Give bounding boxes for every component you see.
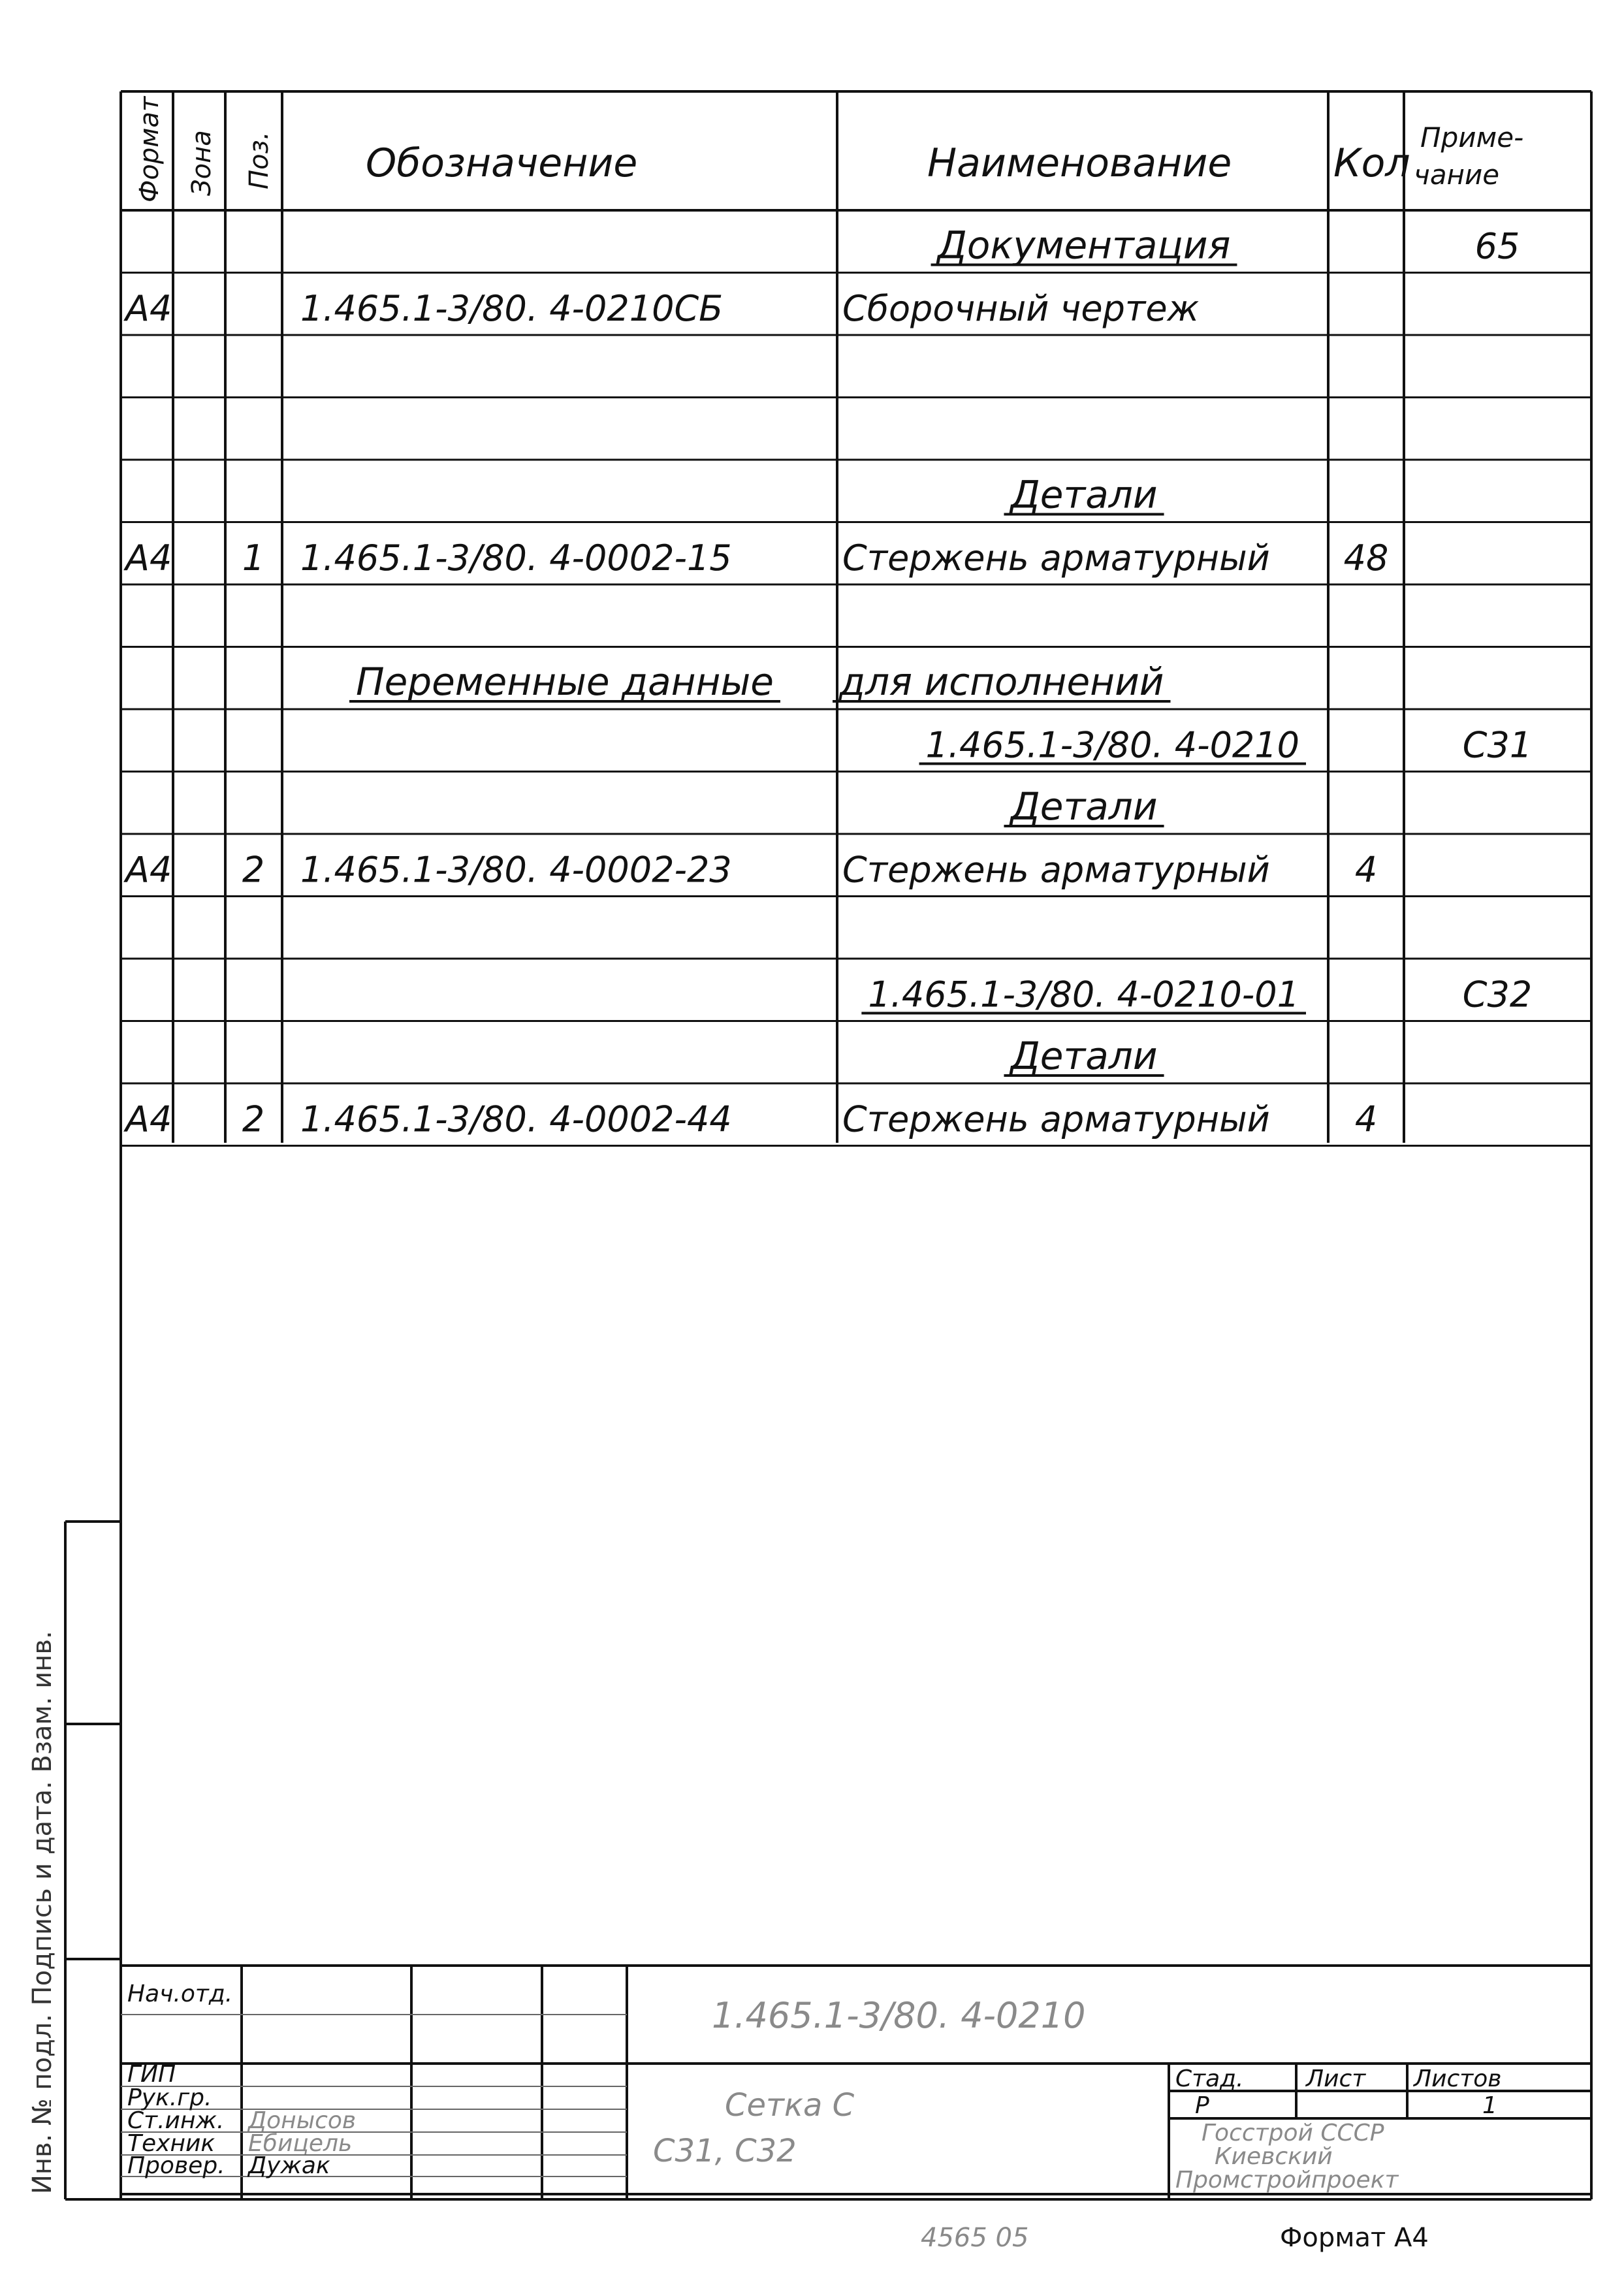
row-lines bbox=[121, 273, 1591, 1146]
title-designation: 1.465.1-3/80. 4-0210 bbox=[712, 1995, 1086, 2036]
role-0: Нач.отд. bbox=[127, 1981, 233, 2007]
header-zone: Зона bbox=[187, 130, 217, 196]
role-2: Рук.гр. bbox=[127, 2084, 212, 2111]
role-1: ГИП bbox=[127, 2061, 176, 2088]
cell-qty: 4 bbox=[1354, 849, 1378, 891]
role-name-5: Дужак bbox=[248, 2152, 330, 2179]
header-pos: Поз. bbox=[244, 131, 274, 189]
cell-pos: 2 bbox=[242, 849, 265, 891]
cell-designation: 1.465.1-3/80. 4-0002-44 bbox=[300, 1098, 732, 1140]
section-title: Детали bbox=[1010, 784, 1158, 829]
org-line2: Киевский bbox=[1215, 2143, 1333, 2170]
role-name-3: Донысов bbox=[248, 2107, 357, 2134]
org-line1: Госстрой СССР bbox=[1202, 2120, 1384, 2146]
cell-designation: 1.465.1-3/80. 4-0210СБ bbox=[300, 288, 724, 329]
header-note-line2: чание bbox=[1414, 159, 1500, 191]
cell-note: 65 bbox=[1474, 225, 1520, 267]
role-name-4: Ебицель bbox=[248, 2130, 353, 2157]
cell-note: С32 bbox=[1462, 974, 1533, 1015]
cell-qty: 48 bbox=[1343, 537, 1389, 579]
header-note-line1: Приме- bbox=[1420, 121, 1524, 153]
cell-pos: 1 bbox=[242, 537, 265, 579]
section-title: Детали bbox=[1010, 1034, 1158, 1078]
side-stamp bbox=[65, 1522, 121, 2199]
role-4: Техник bbox=[127, 2130, 215, 2157]
cell-pos: 2 bbox=[242, 1098, 265, 1140]
role-5: Провер. bbox=[127, 2152, 225, 2179]
table-body bbox=[123, 223, 1532, 1140]
variable-data-header-cont: для исполнений bbox=[839, 660, 1164, 704]
cell-format: А4 bbox=[125, 288, 172, 329]
footer-format: Формат А4 bbox=[1280, 2223, 1429, 2253]
title-name-line1: Сетка С bbox=[725, 2087, 855, 2124]
cell-designation: 1.465.1-3/80. 4-0002-15 bbox=[300, 537, 732, 579]
cell-name: Сборочный чертеж bbox=[842, 288, 1200, 329]
side-stamp-label: Инв. № подл. Подпись и дата. Взам. инв. bbox=[27, 1631, 57, 2194]
role-3: Ст.инж. bbox=[127, 2107, 225, 2134]
variant-designation: 1.465.1-3/80. 4-0210 bbox=[925, 724, 1299, 766]
variable-data-header: Переменные данные bbox=[356, 660, 774, 704]
cell-name: Стержень арматурный bbox=[842, 849, 1270, 891]
variant-designation: 1.465.1-3/80. 4-0210-01 bbox=[868, 974, 1299, 1015]
section-title: Документация bbox=[937, 223, 1231, 268]
cell-format: А4 bbox=[125, 849, 172, 891]
cell-format: А4 bbox=[125, 1098, 172, 1140]
sheet-label: Лист bbox=[1306, 2065, 1366, 2092]
stage-label: Стад. bbox=[1175, 2065, 1244, 2092]
sheets-value: 1 bbox=[1482, 2092, 1497, 2119]
header-format: Формат bbox=[135, 96, 165, 202]
cell-name: Стержень арматурный bbox=[842, 537, 1270, 579]
header-qty: Кол bbox=[1333, 140, 1410, 186]
stage-value: Р bbox=[1195, 2092, 1209, 2119]
cell-designation: 1.465.1-3/80. 4-0002-23 bbox=[300, 849, 732, 891]
header-designation: Обозначение bbox=[366, 140, 638, 186]
cell-name: Стержень арматурный bbox=[842, 1098, 1270, 1140]
cell-note: С31 bbox=[1462, 724, 1533, 766]
org-line3: Промстройпроект bbox=[1175, 2167, 1399, 2193]
cell-qty: 4 bbox=[1354, 1098, 1378, 1140]
title-name-line2: С31, С32 bbox=[653, 2133, 797, 2169]
cell-format: А4 bbox=[125, 537, 172, 579]
footer-code: 4565 05 bbox=[921, 2223, 1029, 2253]
sheets-label: Листов bbox=[1414, 2065, 1502, 2092]
section-title: Детали bbox=[1010, 472, 1158, 517]
header-name: Наименование bbox=[927, 140, 1232, 186]
